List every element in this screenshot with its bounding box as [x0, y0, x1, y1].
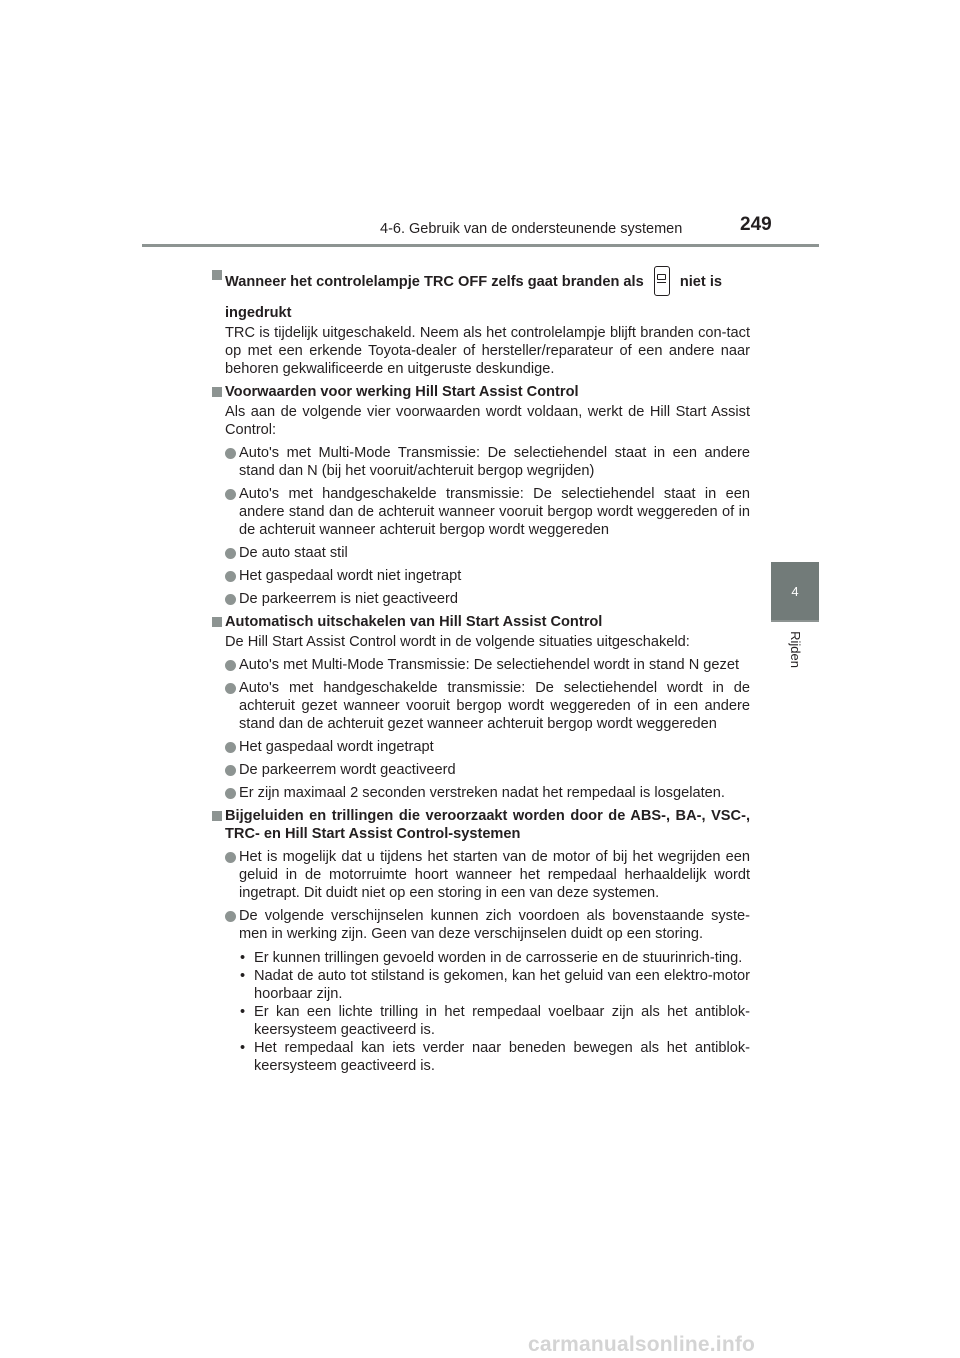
list-item: De volgende verschijnselen kunnen zich voordoen als bovenstaande syste-men in werking zijn. Geen van deze verschijnselen duidt op een storing. — [210, 907, 750, 943]
running-header: 4-6. Gebruik van de ondersteunende systemen — [380, 221, 683, 237]
list-item: Het gaspedaal wordt niet ingetrapt — [210, 567, 750, 585]
dash-bullet-icon: • — [240, 950, 246, 966]
square-bullet-icon — [212, 270, 222, 280]
round-bullet-icon — [225, 594, 236, 605]
list-item: Auto's met Multi-Mode Transmissie: De selectiehendel staat in een andere stand dan N (bij het vooruit/achteruit bergop wegrijden) — [210, 444, 750, 480]
round-bullet-icon — [225, 683, 236, 694]
list-item: Het gaspedaal wordt ingetrapt — [210, 738, 750, 756]
section-body: De Hill Start Assist Control wordt in de volgende situaties uitgeschakeld: — [225, 634, 690, 650]
chapter-label-text: Rijden — [787, 630, 803, 668]
page-number: 249 — [740, 214, 772, 235]
round-bullet-icon — [225, 742, 236, 753]
chapter-tab — [771, 562, 819, 620]
watermark: carmanualsonline.info — [528, 1333, 756, 1356]
round-bullet-icon — [225, 788, 236, 799]
round-bullet-icon — [225, 911, 236, 922]
chapter-label — [770, 624, 820, 674]
round-bullet-icon — [225, 448, 236, 459]
section-body: Als aan de volgende vier voorwaarden wordt voldaan, werkt de Hill Start Assist Control: — [225, 404, 750, 438]
dash-item: • Er kunnen trillingen gevoeld worden in de carrosserie en de stuurinrich-ting. — [240, 950, 743, 966]
dash-item: • Er kan een lichte trilling in het rempedaal voelbaar zijn als het antiblok-keersysteem geactiveerd is. — [240, 1004, 750, 1038]
section-heading: Wanneer het controlelampje TRC OFF zelfs gaat branden als niet is — [210, 266, 750, 296]
round-bullet-icon — [225, 660, 236, 671]
trc-off-switch-icon — [654, 266, 670, 296]
page-content — [210, 266, 750, 1075]
dash-item: • Het rempedaal kan iets verder naar beneden bewegen als het antiblok-keersysteem geactiveerd is. — [240, 1040, 750, 1074]
list-item: Auto's met handgeschakelde transmissie: De selectiehendel wordt in de achteruit gezet wanneer vooruit bergop wordt weggereden of in een andere stand dan de achteruit gezet wanneer achteruit bergop wordt weggereden — [210, 679, 750, 733]
dash-list — [210, 949, 750, 1075]
list-item: Auto's met Multi-Mode Transmissie: De selectiehendel wordt in stand N gezet — [210, 656, 750, 674]
square-bullet-icon — [212, 811, 222, 821]
section-body: TRC is tijdelijk uitgeschakeld. Neem als het controlelampje blijft branden con-tact op met een erkende Toyota-dealer of hersteller/reparateur of een andere naar behoren gekwalificeerde en uitgeruste deskundige. — [225, 325, 750, 377]
list-item: De parkeerrem wordt geactiveerd — [210, 761, 750, 779]
round-bullet-icon — [225, 571, 236, 582]
square-bullet-icon — [212, 617, 222, 627]
chapter-tab-divider — [771, 620, 819, 622]
round-bullet-icon — [225, 489, 236, 500]
list-item: De parkeerrem is niet geactiveerd — [210, 590, 750, 608]
round-bullet-icon — [225, 548, 236, 559]
round-bullet-icon — [225, 852, 236, 863]
list-item: Auto's met handgeschakelde transmissie: De selectiehendel staat in een andere stand dan de achteruit wanneer vooruit bergop wordt weggereden of in de achteruit wanneer achteruit bergop wordt weggereden — [210, 485, 750, 539]
list-item: De auto staat stil — [210, 544, 750, 562]
section-heading: Automatisch uitschakelen van Hill Start Assist Control — [210, 613, 750, 631]
dash-bullet-icon: • — [240, 968, 246, 984]
dash-bullet-icon: • — [240, 1004, 246, 1020]
chapter-number: 4 — [791, 583, 799, 599]
dash-bullet-icon: • — [240, 1040, 246, 1056]
list-item: Het is mogelijk dat u tijdens het starten van de motor of bij het wegrijden een geluid in de motorruimte hoort wanneer het rempedaal herhaaldelijk wordt ingetrapt. Dit duidt niet op een storing in een van deze systemen. — [210, 848, 750, 902]
section-heading-continued: ingedrukt — [225, 305, 292, 321]
list-item: Er zijn maximaal 2 seconden verstreken nadat het rempedaal is losgelaten. — [210, 784, 750, 802]
square-bullet-icon — [212, 387, 222, 397]
round-bullet-icon — [225, 765, 236, 776]
section-heading: Voorwaarden voor werking Hill Start Assist Control — [210, 383, 750, 401]
dash-item: • Nadat de auto tot stilstand is gekomen, kan het geluid van een elektro-motor hoorbaar zijn. — [240, 968, 750, 1002]
header-divider — [142, 244, 819, 247]
section-heading: Bijgeluiden en trillingen die veroorzaakt worden door de ABS-, BA-, VSC-, TRC- en Hill Start Assist Control-systemen — [210, 807, 750, 843]
